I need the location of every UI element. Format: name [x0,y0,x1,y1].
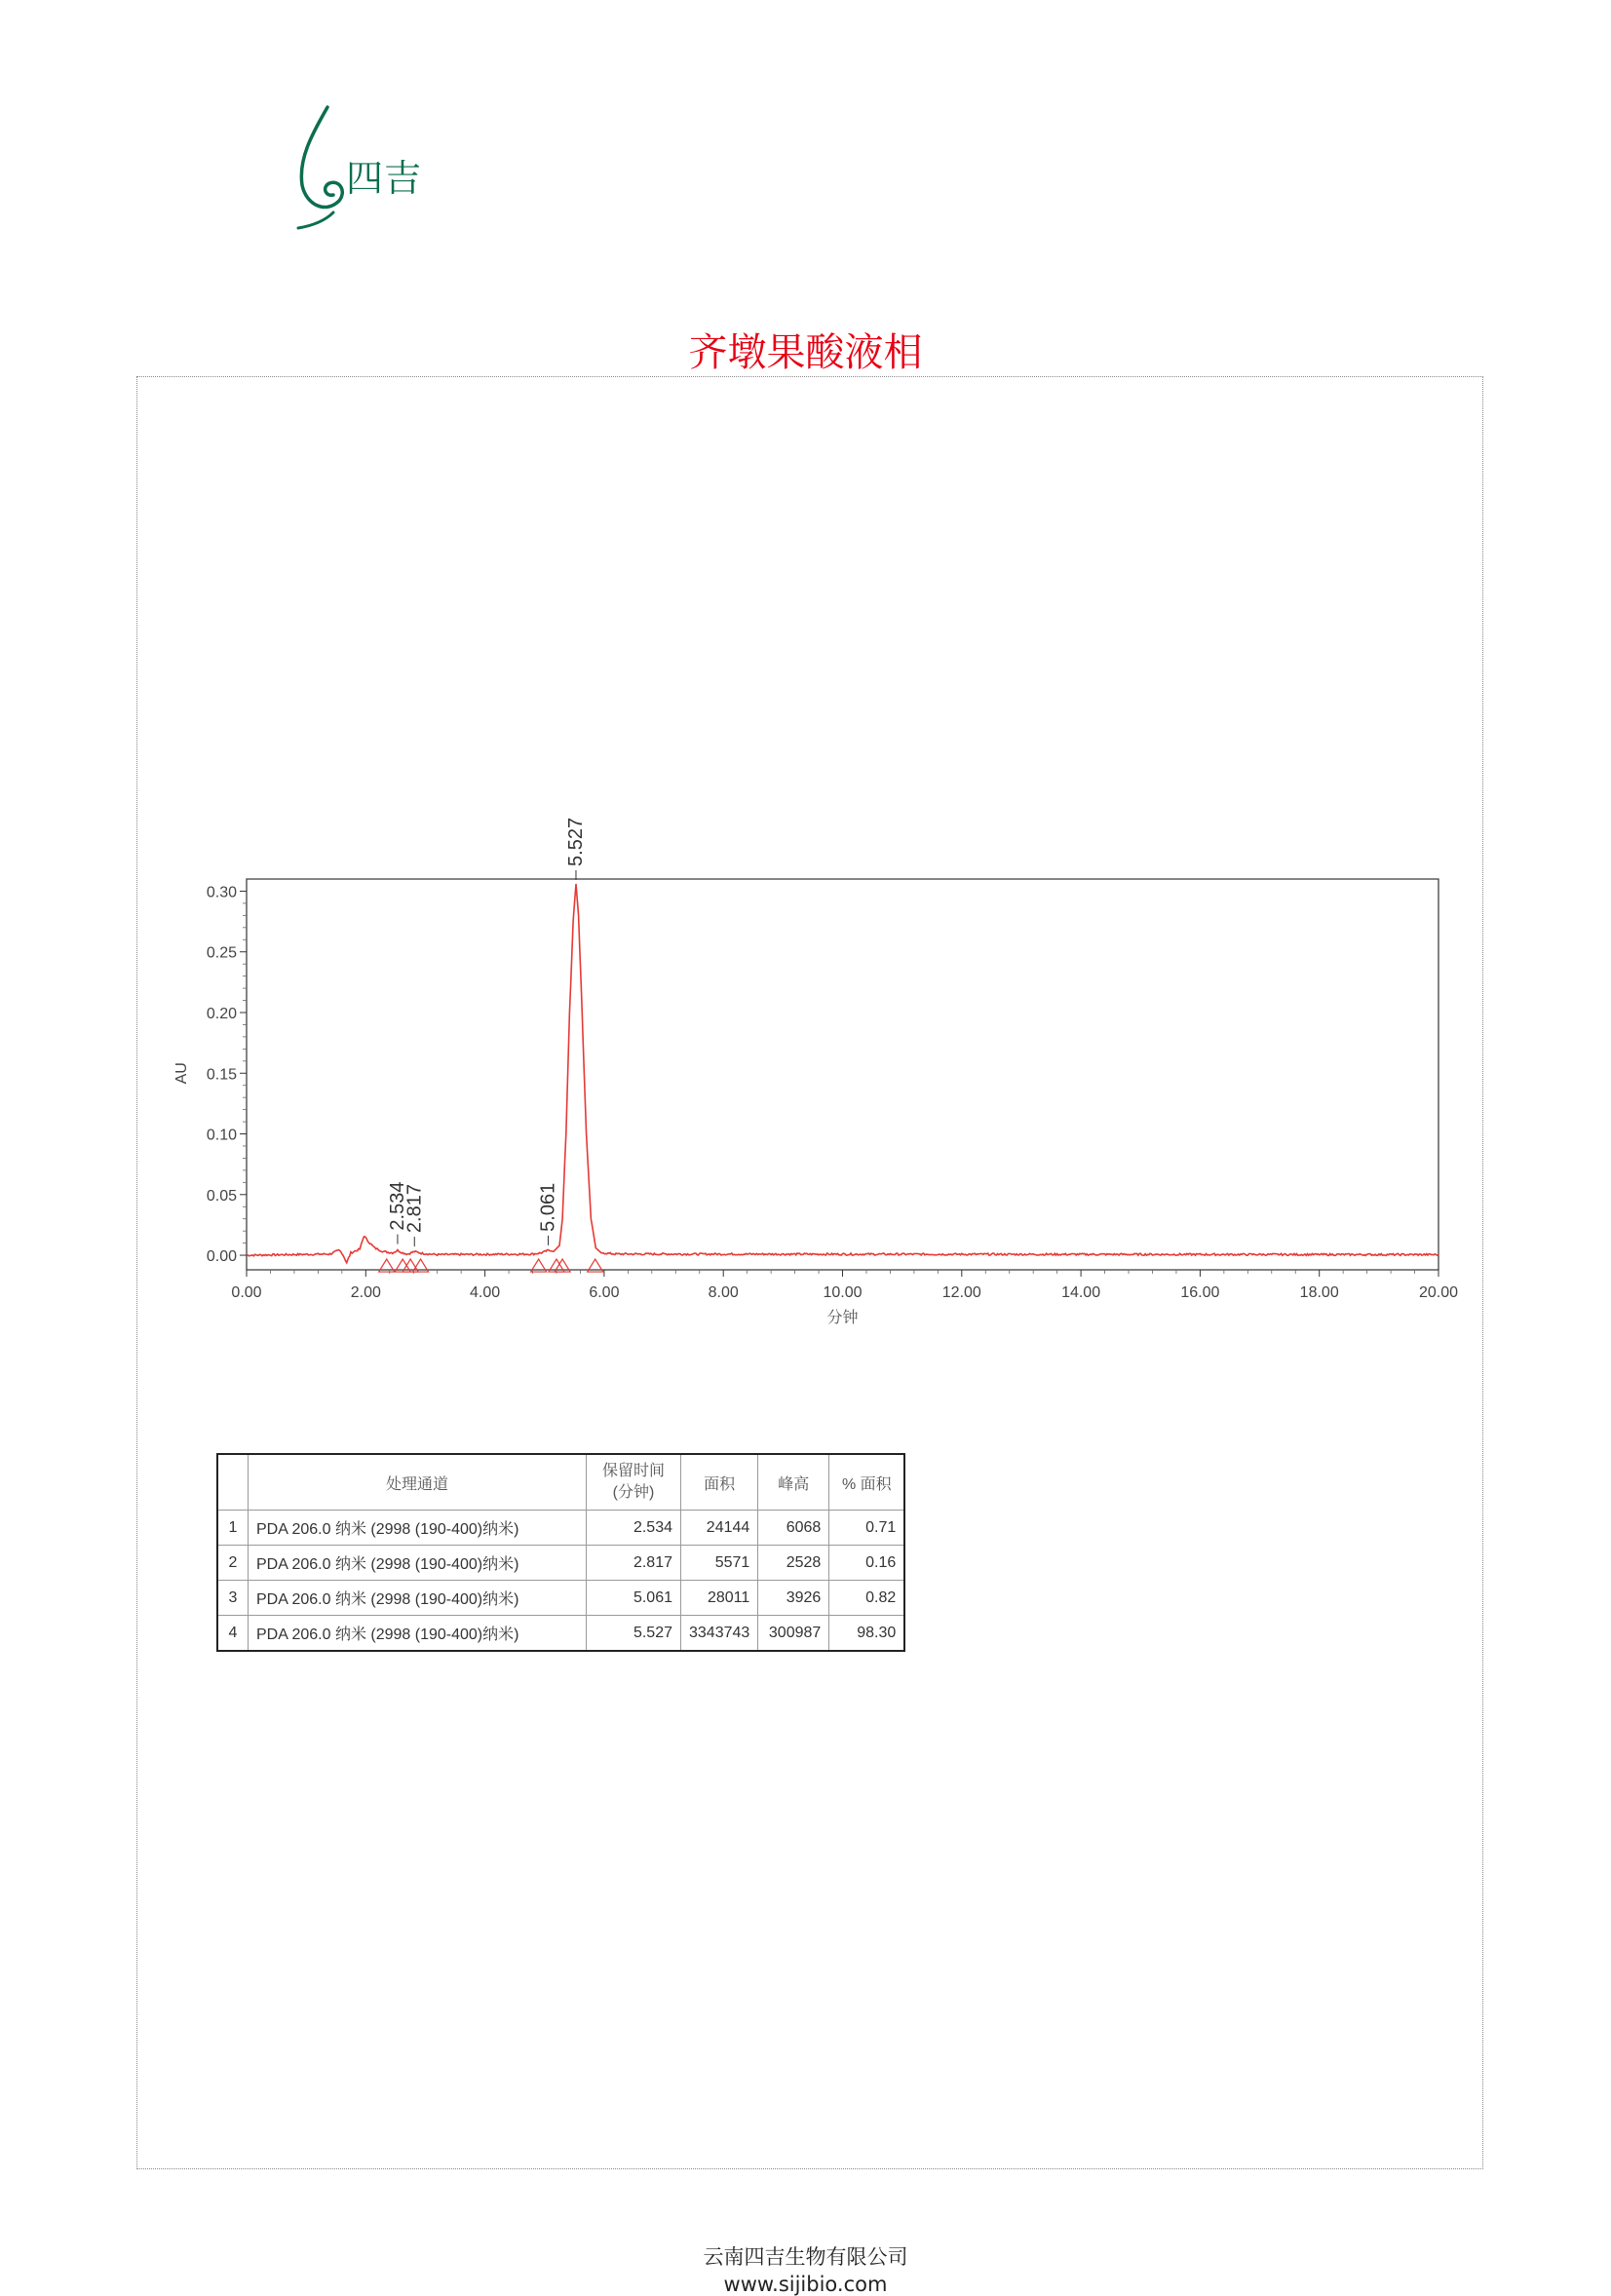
table-header-area-percent: % 面积 [829,1454,905,1511]
cell-area-percent: 0.71 [829,1511,905,1546]
cell-height: 2528 [758,1546,829,1581]
cell-height: 3926 [758,1581,829,1616]
cell-area-percent: 98.30 [829,1616,905,1652]
cell-area: 24144 [681,1511,758,1546]
table-header-row [217,1454,904,1511]
x-tick-label: 20.00 [1418,1284,1459,1301]
x-tick-label: 6.00 [589,1284,620,1301]
cell-area: 5571 [681,1546,758,1581]
y-tick-label: 0.00 [206,1248,237,1266]
peak-results-table [216,1453,905,1652]
cell-channel: PDA 206.0 纳米 (2998 (190-400)纳米) [249,1511,587,1546]
cell-area: 28011 [681,1581,758,1616]
x-tick-label: 8.00 [708,1284,739,1301]
cell-height: 6068 [758,1511,829,1546]
footer-company: 云南四吉生物有限公司 [703,2245,908,2269]
plot-frame [247,879,1438,1270]
cell-height: 300987 [758,1616,829,1652]
cell-channel: PDA 206.0 纳米 (2998 (190-400)纳米) [249,1616,587,1652]
cell-index: 2 [217,1546,249,1581]
peak-label: 5.061 [537,1182,559,1232]
x-tick-label: 16.00 [1180,1284,1220,1301]
y-tick-label: 0.15 [206,1066,237,1084]
page-title: 齐墩果酸液相 [688,330,923,375]
table-header-channel: 处理通道 [249,1454,587,1511]
table-header-area: 面积 [681,1454,758,1511]
logo-text: 四吉 [346,157,423,200]
x-tick-label: 2.00 [350,1284,381,1301]
cell-index: 3 [217,1581,249,1616]
chromatogram-trace [247,884,1438,1263]
footer [0,2241,1611,2296]
table-row [217,1581,904,1616]
cell-area-percent: 0.82 [829,1581,905,1616]
cell-area-percent: 0.16 [829,1546,905,1581]
table-row [217,1546,904,1581]
footer-url: www.sijibio.com [723,2273,888,2296]
table-row [217,1511,904,1546]
peak-label: 5.527 [564,817,587,866]
cell-area: 3343743 [681,1616,758,1652]
x-tick-label: 14.00 [1061,1284,1101,1301]
y-tick-label: 0.10 [206,1127,237,1144]
y-axis-label: AU [173,1062,190,1085]
x-tick-label: 0.00 [231,1284,262,1301]
cell-index: 1 [217,1511,249,1546]
cell-channel: PDA 206.0 纳米 (2998 (190-400)纳米) [249,1581,587,1616]
y-tick-label: 0.05 [206,1187,237,1205]
y-tick-label: 0.30 [206,884,237,901]
cell-retention-time: 2.534 [587,1511,681,1546]
x-tick-label: 18.00 [1299,1284,1339,1301]
logo-swirl-icon [301,107,342,208]
peak-label: 2.817 [403,1184,426,1234]
table-row [217,1616,904,1652]
cell-index: 4 [217,1616,249,1652]
x-axis-label: 分钟 [826,1308,859,1326]
table-header-retention-time: 保留时间 (分钟) [587,1454,681,1511]
cell-retention-time: 5.527 [587,1616,681,1652]
cell-retention-time: 5.061 [587,1581,681,1616]
x-tick-label: 12.00 [941,1284,981,1301]
y-tick-label: 0.20 [206,1005,237,1022]
x-tick-label: 4.00 [470,1284,501,1301]
cell-channel: PDA 206.0 纳米 (2998 (190-400)纳米) [249,1546,587,1581]
y-tick-label: 0.25 [206,944,237,962]
x-tick-label: 10.00 [823,1284,863,1301]
cell-retention-time: 2.817 [587,1546,681,1581]
peak-label: 2.534 [386,1181,408,1231]
table-header-index [217,1454,249,1511]
chromatogram-chart [156,817,1481,1364]
table-header-height: 峰高 [758,1454,829,1511]
